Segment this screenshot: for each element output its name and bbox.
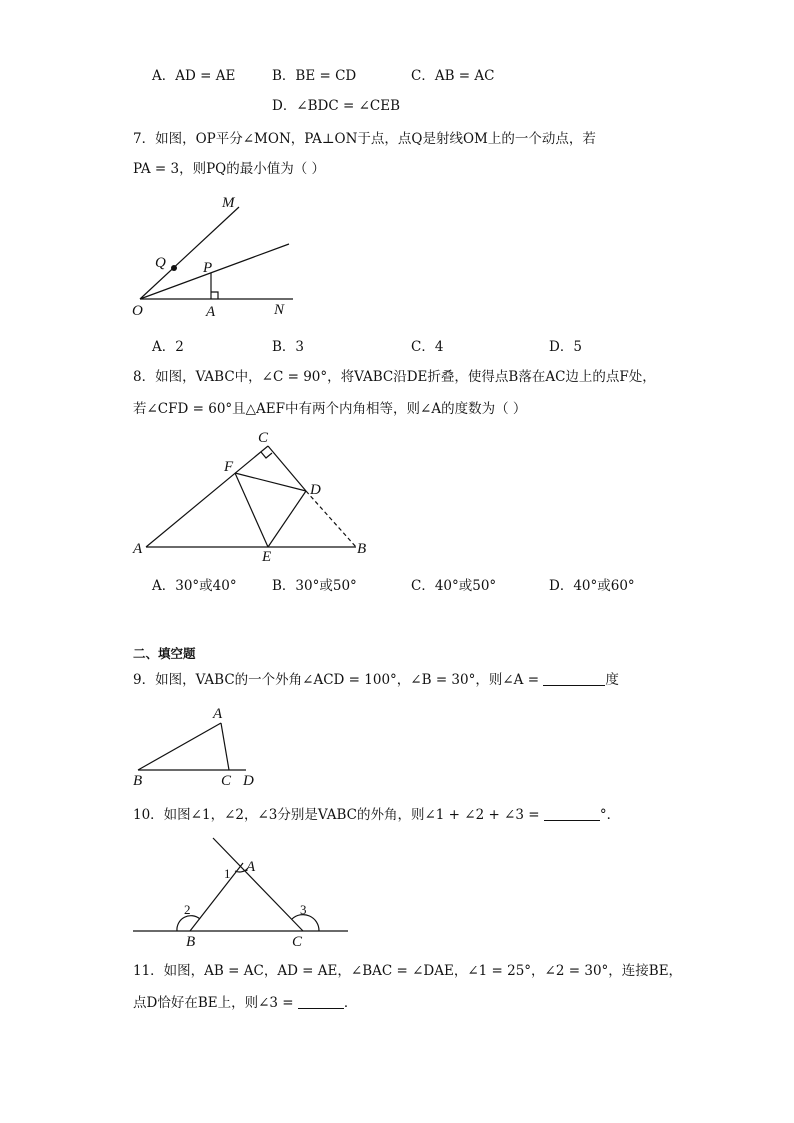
q8-option-d: D．40°或60°	[549, 578, 635, 594]
q8-label-c: C	[258, 430, 269, 446]
q8-stem-line2: 若∠CFD = 60°且△AEF中有两个内角相等，则∠A的度数为（ ）	[133, 401, 527, 417]
q6-option-a: A．AD = AE	[152, 68, 236, 84]
q10-angle-label-2: 2	[184, 902, 191, 917]
q9-label-a: A	[213, 706, 223, 722]
q10-angle-label-1: 1	[224, 866, 231, 881]
q7-option-b: B．3	[272, 339, 305, 355]
q9-stem-unit: 度	[605, 672, 619, 688]
q9-stem-text: 9．如图，VABC的一个外角∠ACD = 100°，∠B = 30°，则∠A =	[133, 672, 544, 688]
q8-label-b: B	[357, 541, 367, 557]
q7-label-p: P	[203, 260, 213, 276]
q11-stem-line1: 11．如图，AB = AC，AD = AE，∠BAC = ∠DAE，∠1 = 25°，∠2 = 30°，连接BE，	[133, 963, 683, 979]
q11-stem-line2	[133, 994, 357, 1012]
q11-stem-end: ．	[343, 995, 358, 1011]
q6-option-b: B．BE = CD	[272, 68, 357, 84]
q9-label-c: C	[221, 773, 232, 789]
q11-answer-blank[interactable]	[298, 994, 344, 1009]
q7-label-a: A	[206, 304, 216, 320]
q7-label-o: O	[132, 303, 143, 319]
q7-stem-line2: PA = 3，则PQ的最小值为（ ）	[133, 161, 326, 177]
q8-option-c: C．40°或50°	[411, 578, 497, 594]
q7-label-q: Q	[155, 255, 166, 271]
q8-stem-line1: 8．如图，VABC中，∠C = 90°，将VABC沿DE折叠，使得点B落在AC边上的点F处，	[133, 369, 656, 385]
q10-angle-arc-3	[292, 915, 319, 931]
q10-label-b: B	[186, 934, 196, 950]
q10-stem-unit: °．	[599, 807, 621, 823]
q8-option-a: A．30°或40°	[152, 578, 237, 594]
q10-label-c: C	[292, 934, 303, 950]
q6-option-d: D．∠BDC = ∠CEB	[272, 98, 401, 114]
q9-label-b: B	[133, 773, 143, 789]
q8-label-e: E	[262, 549, 272, 565]
q8-option-b: B．30°或50°	[272, 578, 357, 594]
q7-option-c: C．4	[411, 339, 444, 355]
q9-label-d: D	[243, 773, 254, 789]
q8-label-a: A	[133, 541, 143, 557]
section-title: 二、填空题	[133, 646, 196, 661]
q6-option-c: C．AB = AC	[411, 68, 495, 84]
q10-label-a: A	[246, 859, 256, 875]
q7-label-n: N	[274, 302, 285, 318]
q7-option-d: D．5	[549, 339, 582, 355]
q10-stem-text: 10．如图∠1，∠2，∠3分别是VABC的外角，则∠1 + ∠2 + ∠3 =	[133, 807, 544, 823]
q10-side-ba	[190, 863, 243, 931]
q7-label-m: M	[222, 195, 235, 211]
q7-stem-line1: 7．如图，OP平分∠MON，PA⊥ON于点，点Q是射线OM上的一个动点，若	[133, 131, 596, 147]
q10-angle-label-3: 3	[300, 902, 307, 917]
q7-option-a: A．2	[152, 339, 184, 355]
q8-label-f: F	[224, 459, 234, 475]
q11-stem-text: 点D恰好在BE上，则∠3 =	[133, 995, 298, 1011]
q8-label-d: D	[310, 482, 321, 498]
